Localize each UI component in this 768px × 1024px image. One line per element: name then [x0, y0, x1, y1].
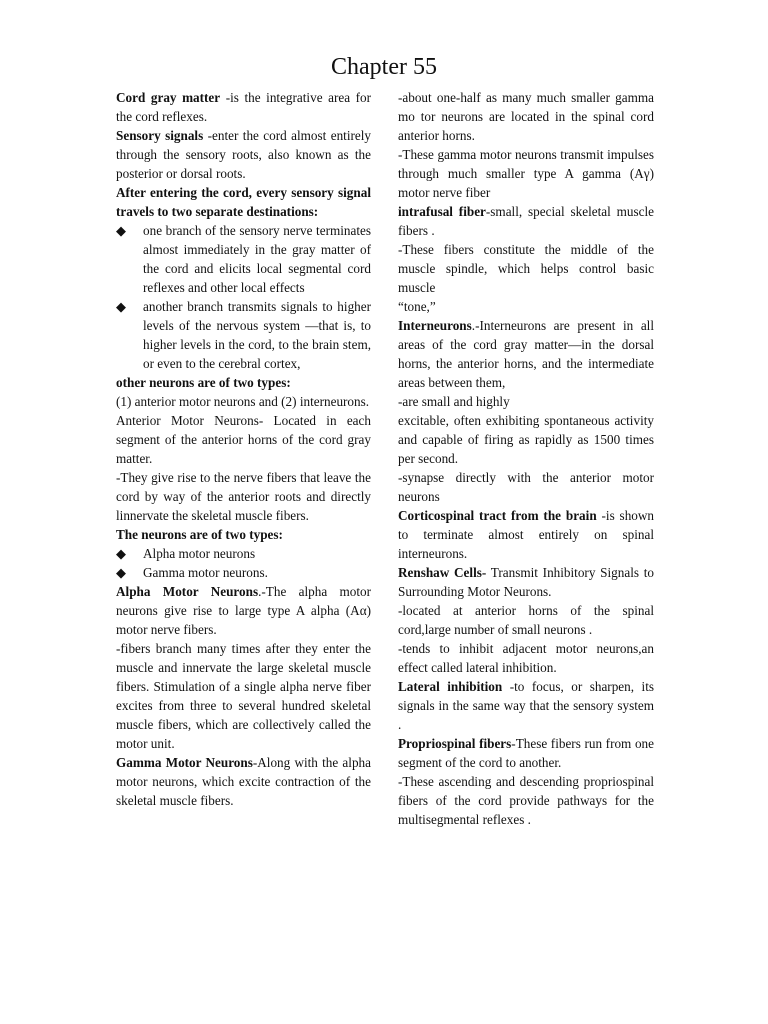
list-item [116, 221, 371, 297]
text: one branch of the sensory nerve terminates almost immediately in the gray matter of the cord and elicits local segmental cord reflexes and other local effects [143, 223, 371, 295]
paragraph [116, 525, 371, 544]
list-item [116, 563, 371, 582]
heading: After entering the cord, every sensory signal travels to two separate destinations: [116, 185, 371, 219]
paragraph [116, 126, 371, 183]
heading: other neurons are of two types: [116, 375, 291, 390]
paragraph [116, 582, 371, 639]
text: .-Interneurons are present in all areas of the cord gray matter—in the dorsal horns, the anterior horns, and the intermediate areas between them, [398, 318, 654, 390]
paragraph [116, 753, 371, 810]
paragraph: -These gamma motor neurons transmit impulses through much smaller type A gamma (Aγ) motor nerve fiber [398, 147, 654, 200]
diamond-bullet-icon: ◆ [116, 223, 126, 238]
term: Propriospinal fibers [398, 736, 512, 751]
paragraph [398, 316, 654, 392]
paragraph: -fibers branch many times after they enter the muscle and innervate the large skeletal muscle fibers. Stimulation of a single alpha nerve fiber excites from three to several hundred skeletal muscle fibers, which are collectively called the motor unit. [116, 641, 371, 751]
paragraph: Anterior Motor Neurons- Located in each segment of the anterior horns of the cord gray matter. [116, 413, 371, 466]
text: -is the integrative area for the cord reflexes. [116, 90, 372, 124]
diamond-bullet-icon: ◆ [116, 565, 126, 580]
term: intrafusal fiber [398, 204, 486, 219]
paragraph: “tone,” [398, 299, 436, 314]
paragraph: -These fibers constitute the middle of the muscle spindle, which helps control basic muscle [398, 242, 654, 295]
paragraph [398, 506, 654, 563]
paragraph [116, 373, 371, 392]
paragraph [398, 202, 654, 240]
term: Corticospinal tract from the brain [398, 508, 597, 523]
paragraph: (1) anterior motor neurons and (2) interneurons. [116, 394, 370, 409]
paragraph: -about one-half as many much smaller gamma mo tor neurons are located in the spinal cord anterior horns. [398, 90, 654, 143]
term: Renshaw Cells- [398, 565, 487, 580]
paragraph [398, 734, 654, 772]
paragraph [116, 183, 371, 221]
paragraph: -synapse directly with the anterior motor neurons [398, 470, 654, 504]
list-item [116, 297, 371, 373]
text: -Along with the alpha motor neurons, which excite contraction of the skeletal muscle fibers. [116, 755, 371, 808]
paragraph [116, 88, 371, 126]
term: Cord gray matter [116, 90, 221, 105]
text: Gamma motor neurons. [143, 565, 268, 580]
paragraph: -are small and highly [398, 394, 510, 409]
text: -is shown to terminate almost entirely on spinal interneurons. [398, 508, 654, 561]
paragraph: -These ascending and descending propriospinal fibers of the cord provide pathways for the multisegmental reflexes . [398, 774, 654, 827]
paragraph: -They give rise to the nerve fibers that leave the cord by way of the anterior roots and directly linnervate the skeletal muscle fibers. [116, 470, 371, 523]
term: Sensory signals [116, 128, 204, 143]
right-column [398, 88, 654, 829]
text: another branch transmits signals to higher levels of the nervous system —that is, to higher levels in the cord, to the brain stem, or even to the cerebral cortex, [143, 299, 371, 371]
paragraph: -located at anterior horns of the spinal cord,large number of small neurons . [398, 603, 654, 637]
list-item [116, 544, 371, 563]
paragraph [398, 677, 654, 734]
page-title: Chapter 55 [331, 54, 437, 80]
text: Transmit Inhibitory Signals to Surrounding Motor Neurons. [398, 565, 655, 599]
text: Alpha motor neurons [143, 546, 256, 561]
term: Alpha Motor Neurons [116, 584, 259, 599]
term: Interneurons [398, 318, 472, 333]
text: -enter the cord almost entirely through the sensory roots, also known as the posterior or dorsal roots. [116, 128, 371, 181]
text: -to focus, or sharpen, its signals in the same way that the sensory system . [398, 679, 654, 732]
heading: The neurons are of two types: [116, 527, 283, 542]
term: Gamma Motor Neurons [116, 755, 253, 770]
paragraph: -tends to inhibit adjacent motor neurons,an effect called lateral inhibition. [398, 641, 654, 675]
text: -These fibers run from one segment of the cord to another. [398, 736, 654, 770]
term: Lateral inhibition [398, 679, 503, 694]
paragraph: excitable, often exhibiting spontaneous activity and capable of firing as rapidly as 1500 times per second. [398, 413, 654, 466]
left-column [116, 88, 371, 810]
diamond-bullet-icon: ◆ [116, 299, 126, 314]
text: .-The alpha motor neurons give rise to large type A alpha (Aα) motor nerve fibers. [116, 584, 371, 637]
diamond-bullet-icon: ◆ [116, 546, 126, 561]
text: -small, special skeletal muscle fibers . [398, 204, 654, 238]
paragraph [398, 563, 654, 601]
